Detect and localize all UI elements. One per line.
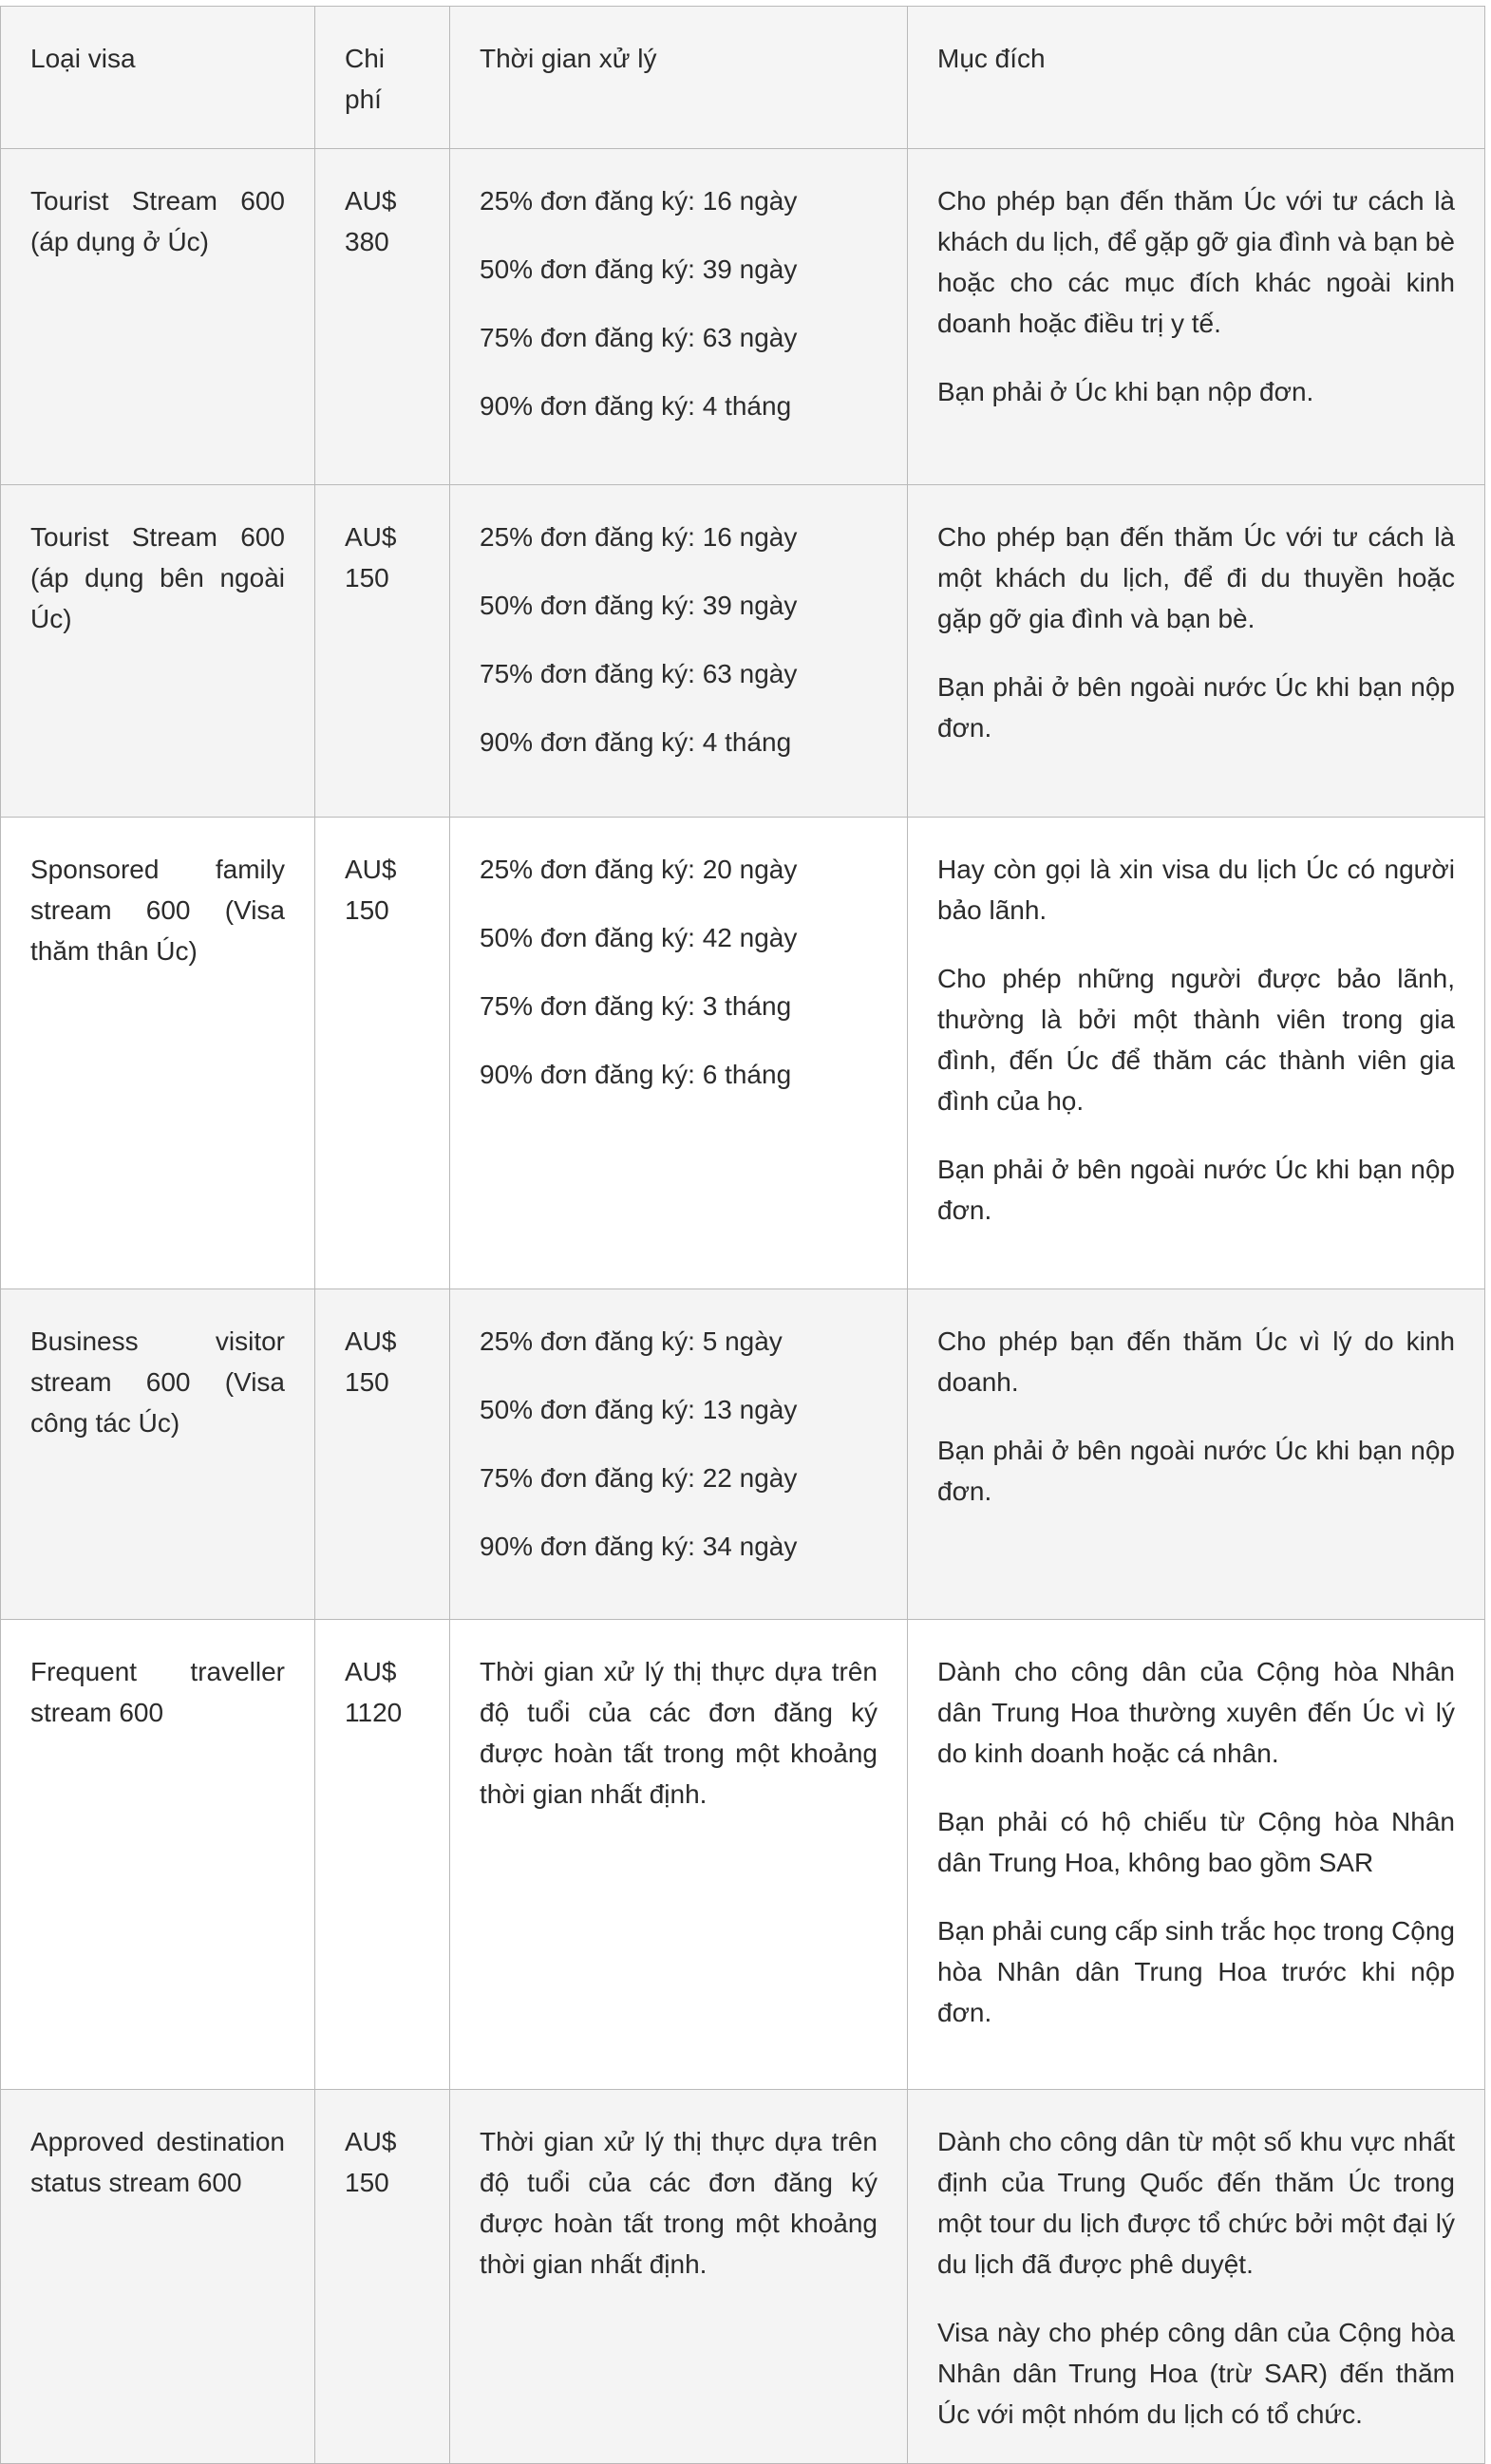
visa-type-text: Business visitor stream 600 (Visa công tác Úc) [30,1326,285,1438]
cost-text: AU$ 150 [345,1326,397,1397]
processing-line: 75% đơn đăng ký: 22 ngày [480,1463,798,1493]
cell-processing-time [450,818,908,1289]
purpose-paragraph: Visa này cho phép công dân của Cộng hòa Nhân dân Trung Hoa (trừ SAR) đến thăm Úc với một nhóm du lịch có tổ chức. [937,2318,1455,2429]
cell-cost [315,818,450,1289]
cell-purpose [908,485,1485,818]
processing-line: 90% đơn đăng ký: 4 tháng [480,391,792,421]
purpose-paragraph: Bạn phải cung cấp sinh trắc học trong Cộng hòa Nhân dân Trung Hoa trước khi nộp đơn. [937,1916,1455,2027]
processing-line: 25% đơn đăng ký: 20 ngày [480,855,798,884]
cell-visa-type [1,149,315,485]
cell-cost [315,149,450,485]
processing-line: 25% đơn đăng ký: 16 ngày [480,186,798,216]
table-body [1,149,1485,2464]
header-row [1,7,1485,149]
cell-visa-type [1,818,315,1289]
header-purpose: Mục đích [908,7,1485,149]
table-row [1,2090,1485,2464]
purpose-paragraph: Bạn phải ở Úc khi bạn nộp đơn. [937,377,1314,406]
purpose-paragraph: Hay còn gọi là xin visa du lịch Úc có người bảo lãnh. [937,855,1455,925]
table-row [1,149,1485,485]
purpose-paragraph: Cho phép bạn đến thăm Úc với tư cách là một khách du lịch, để đi du thuyền hoặc gặp gỡ gia đình và bạn bè. [937,522,1455,633]
cell-processing-time [450,1289,908,1620]
cell-visa-type [1,1620,315,2090]
processing-line: 50% đơn đăng ký: 42 ngày [480,923,798,952]
table-row [1,1620,1485,2090]
visa-type-text: Tourist Stream 600 (áp dụng bên ngoài Úc) [30,522,285,633]
visa-type-text: Approved destination status stream 600 [30,2127,285,2197]
cell-visa-type [1,2090,315,2464]
visa-type-text: Tourist Stream 600 (áp dụng ở Úc) [30,186,285,256]
processing-line: 75% đơn đăng ký: 63 ngày [480,323,798,352]
cost-text: AU$ 380 [345,186,397,256]
table-row [1,485,1485,818]
cell-purpose [908,149,1485,485]
table-row [1,1289,1485,1620]
cell-visa-type [1,1289,315,1620]
visa-type-text: Frequent traveller stream 600 [30,1657,285,1727]
cell-visa-type [1,485,315,818]
purpose-paragraph: Dành cho công dân của Cộng hòa Nhân dân Trung Hoa thường xuyên đến Úc vì lý do kinh doanh hoặc cá nhân. [937,1657,1455,1768]
cell-processing-time [450,485,908,818]
cell-purpose [908,818,1485,1289]
header-cost: Chi phí [315,7,450,149]
cost-text: AU$ 150 [345,522,397,592]
cell-purpose [908,1620,1485,2090]
processing-line: 50% đơn đăng ký: 13 ngày [480,1395,798,1424]
cost-text: AU$ 150 [345,2127,397,2197]
purpose-paragraph: Dành cho công dân từ một số khu vực nhất định của Trung Quốc đến thăm Úc trong một tour du lịch được tổ chức bởi một đại lý du lịch đã được phê duyệt. [937,2127,1455,2279]
processing-line: 50% đơn đăng ký: 39 ngày [480,591,798,620]
processing-line: Thời gian xử lý thị thực dựa trên độ tuổi của các đơn đăng ký được hoàn tất trong một khoảng thời gian nhất định. [480,2127,878,2279]
processing-line: Thời gian xử lý thị thực dựa trên độ tuổi của các đơn đăng ký được hoàn tất trong một khoảng thời gian nhất định. [480,1657,878,1809]
header-visa-type: Loại visa [1,7,315,149]
purpose-paragraph: Cho phép những người được bảo lãnh, thường là bởi một thành viên trong gia đình, đến Úc để thăm các thành viên gia đình của họ. [937,964,1455,1116]
purpose-paragraph: Bạn phải ở bên ngoài nước Úc khi bạn nộp đơn. [937,1436,1455,1506]
processing-line: 75% đơn đăng ký: 63 ngày [480,659,798,688]
cost-text: AU$ 150 [345,855,397,925]
purpose-paragraph: Bạn phải có hộ chiếu từ Cộng hòa Nhân dân Trung Hoa, không bao gồm SAR [937,1807,1455,1877]
purpose-paragraph: Cho phép bạn đến thăm Úc với tư cách là khách du lịch, để gặp gỡ gia đình và bạn bè hoặc cho các mục đích khác ngoài kinh doanh hoặc điều trị y tế. [937,186,1455,338]
cell-cost [315,1620,450,2090]
visa-comparison-table [0,6,1485,2464]
purpose-paragraph: Bạn phải ở bên ngoài nước Úc khi bạn nộp đơn. [937,672,1455,743]
processing-line: 50% đơn đăng ký: 39 ngày [480,254,798,284]
cell-purpose [908,2090,1485,2464]
processing-line: 25% đơn đăng ký: 5 ngày [480,1326,783,1356]
table-row [1,818,1485,1289]
processing-line: 90% đơn đăng ký: 34 ngày [480,1532,798,1561]
cell-cost [315,485,450,818]
table-header [1,7,1485,149]
processing-line: 90% đơn đăng ký: 4 tháng [480,727,792,757]
cost-text: AU$ 1120 [345,1657,403,1727]
processing-line: 75% đơn đăng ký: 3 tháng [480,991,792,1021]
cell-processing-time [450,149,908,485]
cell-cost [315,1289,450,1620]
header-processing-time: Thời gian xử lý [450,7,908,149]
cell-purpose [908,1289,1485,1620]
purpose-paragraph: Cho phép bạn đến thăm Úc vì lý do kinh doanh. [937,1326,1455,1397]
cell-processing-time [450,1620,908,2090]
processing-line: 25% đơn đăng ký: 16 ngày [480,522,798,552]
cell-cost [315,2090,450,2464]
purpose-paragraph: Bạn phải ở bên ngoài nước Úc khi bạn nộp đơn. [937,1155,1455,1225]
visa-type-text: Sponsored family stream 600 (Visa thăm thân Úc) [30,855,285,966]
processing-line: 90% đơn đăng ký: 6 tháng [480,1060,792,1089]
cell-processing-time [450,2090,908,2464]
